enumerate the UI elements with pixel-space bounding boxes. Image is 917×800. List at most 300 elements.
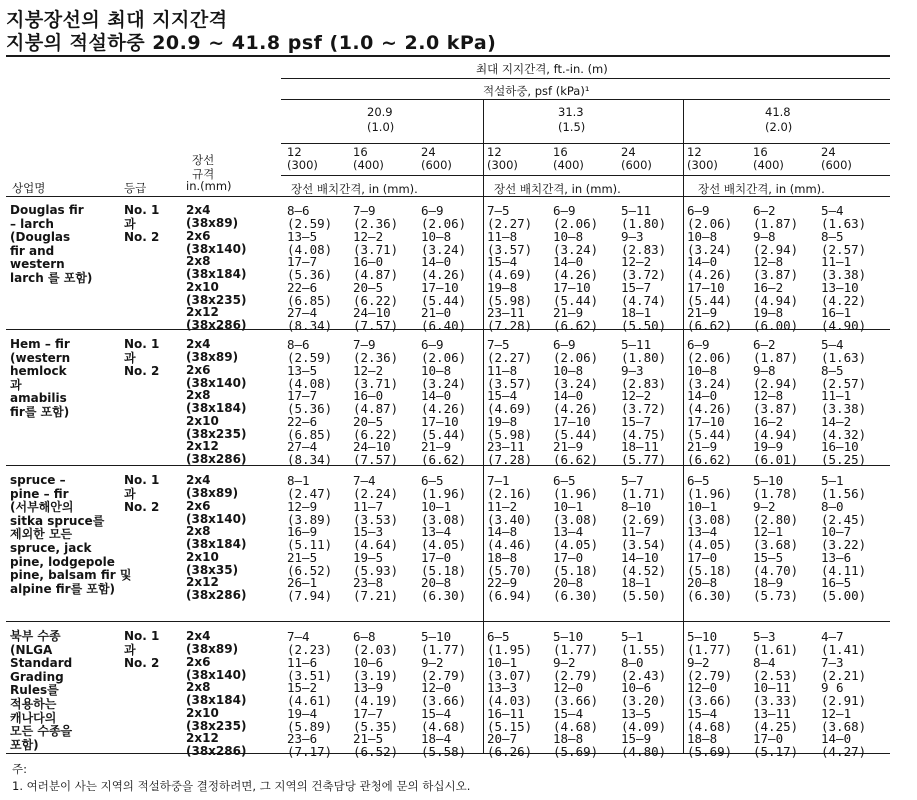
span-ft-in: 20–5: [353, 279, 384, 295]
span-m: (1.87): [753, 350, 799, 365]
joist-size-mm: (38x184): [186, 401, 247, 415]
span-m: (5.18): [421, 562, 467, 578]
span-m: (1.56): [821, 486, 867, 501]
span-m: (2.53): [753, 667, 799, 683]
span-m: (3.72): [621, 267, 667, 282]
span-ft-in: 5–10: [421, 629, 452, 644]
span-m: (6.26): [487, 744, 533, 759]
span-m: (6.22): [353, 292, 399, 308]
span-ft-in: 6–5: [487, 629, 510, 644]
span-ft-in: 10–8: [553, 228, 584, 244]
span-m: (5.70): [487, 562, 533, 578]
span-ft-in: 8–5: [821, 228, 844, 244]
span-m: (3.66): [553, 693, 599, 708]
spacing-in: 24: [421, 145, 436, 159]
span-ft-in: 17–10: [687, 279, 725, 295]
span-ft-in: 13–5: [621, 705, 652, 721]
span-m: (5.93): [353, 562, 399, 578]
span-ft-in: 23–8: [353, 575, 384, 590]
span-m: (4.08): [287, 375, 333, 391]
span-ft-in: 10–1: [421, 498, 452, 514]
span-m: (5.89): [287, 718, 333, 734]
span-ft-in: 21–9: [553, 439, 584, 454]
span-m: (6.40): [421, 318, 467, 333]
span-m: (4.25): [753, 718, 799, 734]
snow-load-header: 적설하중, psf (kPa)¹: [483, 84, 590, 98]
span-m: (6.01): [753, 452, 799, 467]
load-kpa-1: (1.0): [367, 120, 395, 134]
joist-size-header-2: 규격: [192, 167, 215, 181]
span-ft-in: 17–7: [287, 254, 318, 269]
span-ft-in: 12–8: [753, 388, 784, 403]
span-ft-in: 7–1: [487, 473, 510, 488]
span-m: (3.19): [353, 667, 399, 683]
span-m: (4.11): [821, 562, 867, 578]
span-m: (4.75): [621, 426, 667, 442]
span-ft-in: 8–6: [287, 337, 310, 352]
span-ft-in: 18–4: [421, 731, 452, 746]
span-ft-in: 9–2: [687, 654, 710, 670]
span-m: (4.22): [821, 292, 867, 308]
span-ft-in: 17–10: [421, 413, 459, 429]
span-m: (4.68): [421, 718, 467, 734]
span-ft-in: 15–4: [687, 705, 718, 721]
span-ft-in: 14–0: [421, 254, 452, 269]
span-ft-in: 11–1: [821, 388, 852, 403]
span-m: (2.59): [287, 216, 333, 231]
span-m: (5.36): [287, 401, 333, 416]
spacing-in: 16: [753, 145, 768, 159]
joist-size: 2x12: [186, 439, 219, 453]
span-ft-in: 15–2: [287, 680, 318, 695]
span-m: (1.80): [621, 216, 667, 231]
span-ft-in: 11–2: [487, 498, 518, 514]
span-ft-in: 5–1: [821, 473, 844, 488]
span-m: (4.26): [421, 401, 467, 416]
span-m: (4.32): [821, 426, 867, 442]
span-m: (2.21): [821, 667, 867, 683]
span-m: (6.52): [287, 562, 333, 578]
span-m: (1.61): [753, 642, 799, 657]
span-ft-in: 12–0: [687, 680, 718, 695]
span-ft-in: 4–7: [821, 629, 844, 644]
span-ft-in: 15–7: [621, 279, 652, 295]
species-name: 북부 수종 (NLGA Standard Grading Rules를 적용하는 캐나다의 모든 수종을 포함): [10, 629, 73, 752]
span-m: (6.00): [753, 318, 799, 333]
span-ft-in: 15–4: [553, 705, 584, 721]
span-m: (2.57): [821, 241, 867, 257]
span-ft-in: 15–4: [487, 254, 518, 269]
span-m: (2.06): [687, 216, 733, 231]
header-rule-2: [281, 99, 890, 100]
span-m: (4.94): [753, 426, 799, 442]
span-ft-in: 16–2: [753, 279, 784, 295]
span-ft-in: 18–8: [687, 731, 718, 746]
header-rule-4: [281, 175, 890, 176]
span-ft-in: 20–8: [687, 575, 718, 590]
span-ft-in: 5–4: [821, 337, 844, 352]
span-m: (5.50): [621, 588, 667, 603]
load-divider-2: [683, 99, 684, 753]
span-m: (4.87): [353, 267, 399, 282]
span-ft-in: 17–10: [553, 279, 591, 295]
span-m: (2.06): [553, 216, 599, 231]
joist-size-mm: (38x140): [186, 375, 247, 390]
span-ft-in: 15–5: [753, 549, 784, 565]
grade: No. 1 과 No. 2: [124, 337, 160, 379]
span-ft-in: 8–5: [821, 362, 844, 378]
span-m: (5.00): [821, 588, 867, 603]
joist-size: 2x4: [186, 337, 211, 351]
spacing-mm: (300): [487, 158, 518, 172]
span-ft-in: 7–3: [821, 654, 844, 670]
span-m: (7.57): [353, 318, 399, 333]
span-ft-in: 20–8: [553, 575, 584, 590]
span-ft-in: 9–3: [621, 362, 644, 378]
span-m: (4.46): [487, 537, 533, 552]
span-m: (3.24): [687, 375, 733, 391]
span-ft-in: 12–2: [621, 254, 652, 269]
span-m: (8.34): [287, 452, 333, 467]
span-m: (5.17): [753, 744, 799, 759]
span-ft-in: 16–10: [821, 439, 859, 454]
span-ft-in: 9–3: [621, 228, 644, 244]
span-m: (2.83): [621, 375, 667, 391]
species-name: Hem – fir (western hemlock 과 amabilis fir를 포함): [10, 337, 71, 419]
span-ft-in: 7–4: [287, 629, 310, 644]
joist-size-mm: (38x89): [186, 486, 239, 500]
span-ft-in: 8–10: [621, 498, 652, 514]
span-m: (6.94): [487, 588, 533, 603]
span-ft-in: 13–4: [421, 524, 452, 539]
span-ft-in: 14–2: [821, 413, 852, 429]
span-ft-in: 10–6: [621, 680, 652, 695]
span-ft-in: 21–9: [687, 439, 718, 454]
span-ft-in: 5–7: [621, 473, 644, 488]
span-ft-in: 19–5: [353, 549, 384, 565]
span-m: (3.89): [287, 511, 333, 527]
joist-size-header-3: in.(mm): [186, 179, 232, 193]
span-ft-in: 10–1: [487, 654, 518, 670]
span-ft-in: 16–9: [287, 524, 318, 539]
span-ft-in: 7–4: [353, 473, 376, 488]
span-ft-in: 16–0: [353, 388, 384, 403]
joist-size-mm: (38x286): [186, 318, 247, 332]
span-ft-in: 18–1: [621, 305, 652, 320]
joist-size-mm: (38x89): [186, 350, 239, 364]
span-m: (3.24): [687, 241, 733, 257]
span-ft-in: 8–0: [621, 654, 644, 670]
span-m: (3.54): [621, 537, 667, 552]
span-ft-in: 14–0: [687, 254, 718, 269]
span-m: (1.55): [621, 642, 667, 657]
joist-size: 2x8: [186, 388, 211, 402]
span-m: (2.06): [553, 350, 599, 365]
span-ft-in: 19–8: [487, 413, 518, 429]
joist-size: 2x4: [186, 629, 211, 643]
spacing-in: 12: [487, 145, 502, 159]
span-m: (4.64): [353, 537, 399, 552]
span-m: (4.08): [287, 241, 333, 257]
spacing-in: 12: [687, 145, 702, 159]
span-m: (3.66): [421, 693, 467, 708]
span-ft-in: 23–6: [287, 731, 318, 746]
table-top-rule: [6, 55, 890, 57]
joist-size: 2x10: [186, 549, 219, 564]
span-ft-in: 19–8: [753, 305, 784, 320]
grade: No. 1 과 No. 2: [124, 203, 160, 245]
span-ft-in: 16–11: [487, 705, 525, 721]
span-m: (3.24): [421, 241, 467, 257]
span-m: (3.72): [621, 401, 667, 416]
span-m: (1.41): [821, 642, 867, 657]
table-title: 지붕장선의 최대 지지간격: [6, 9, 228, 31]
span-m: (3.20): [621, 693, 667, 708]
span-m: (3.24): [421, 375, 467, 391]
joist-size: 2x12: [186, 731, 219, 745]
span-ft-in: 26–1: [287, 575, 318, 590]
span-m: (2.57): [821, 375, 867, 391]
header-rule-3: [281, 143, 890, 144]
span-m: (4.68): [687, 718, 733, 734]
span-m: (3.22): [821, 537, 867, 552]
span-ft-in: 21–9: [553, 305, 584, 320]
span-ft-in: 5–10: [687, 629, 718, 644]
joist-size-mm: (38x235): [186, 426, 247, 441]
span-m: (2.03): [353, 642, 399, 657]
spacing-in: 24: [621, 145, 636, 159]
span-m: (7.28): [487, 318, 533, 333]
span-m: (3.33): [753, 693, 799, 708]
span-ft-in: 5–1: [621, 629, 644, 644]
span-m: (1.63): [821, 216, 867, 231]
span-m: (2.36): [353, 216, 399, 231]
span-m: (2.27): [487, 350, 533, 365]
joist-size-mm: (38x184): [186, 693, 247, 707]
span-ft-in: 10–1: [687, 498, 718, 514]
span-m: (3.38): [821, 401, 867, 416]
span-ft-in: 7–9: [353, 337, 376, 352]
span-m: (4.05): [553, 537, 599, 552]
span-ft-in: 14–0: [687, 388, 718, 403]
span-ft-in: 12–2: [621, 388, 652, 403]
span-m: (4.68): [553, 718, 599, 734]
span-m: (1.96): [687, 486, 733, 501]
span-m: (3.40): [487, 511, 533, 527]
joist-size-mm: (38x140): [186, 511, 247, 526]
span-m: (2.06): [687, 350, 733, 365]
span-m: (5.50): [621, 318, 667, 333]
spacing-label: 장선 배치간격, in (mm).: [291, 182, 418, 196]
span-ft-in: 17–7: [287, 388, 318, 403]
span-ft-in: 6–2: [753, 203, 776, 218]
span-ft-in: 6–8: [353, 629, 376, 644]
span-ft-in: 10–8: [553, 362, 584, 378]
span-ft-in: 11–7: [621, 524, 652, 539]
span-ft-in: 14–8: [487, 524, 518, 539]
joist-size: 2x4: [186, 473, 211, 487]
span-ft-in: 27–4: [287, 305, 318, 320]
span-m: (3.08): [687, 511, 733, 527]
span-ft-in: 17–0: [753, 731, 784, 746]
span-ft-in: 18–9: [753, 575, 784, 590]
span-m: (5.44): [687, 426, 733, 442]
span-ft-in: 21–9: [421, 439, 452, 454]
span-ft-in: 17–0: [687, 549, 718, 565]
span-ft-in: 22–9: [487, 575, 518, 590]
span-ft-in: 24–10: [353, 439, 391, 454]
span-m: (1.80): [621, 350, 667, 365]
span-ft-in: 24–10: [353, 305, 391, 320]
spacing-mm: (600): [621, 158, 652, 172]
span-m: (5.44): [421, 426, 467, 442]
span-m: (3.68): [753, 537, 799, 552]
span-m: (6.52): [353, 744, 399, 759]
grade-header: 등급: [124, 181, 147, 195]
span-m: (4.70): [753, 562, 799, 578]
span-ft-in: 13–4: [687, 524, 718, 539]
spacing-mm: (600): [421, 158, 452, 172]
span-m: (1.96): [421, 486, 467, 501]
span-m: (6.85): [287, 426, 333, 442]
span-m: (4.87): [353, 401, 399, 416]
span-m: (1.96): [553, 486, 599, 501]
span-ft-in: 12–9: [287, 498, 318, 514]
span-ft-in: 10–8: [421, 228, 452, 244]
span-m: (2.24): [353, 486, 399, 501]
species-name: spruce – pine – fir (서부해안의 sitka spruce를 제외한 모든 spruce, jack pine, lodgepole pine, balsam fir 및 alpine fir를 포함): [10, 473, 132, 596]
span-ft-in: 20–7: [487, 731, 518, 746]
span-m: (3.07): [487, 667, 533, 683]
span-ft-in: 8–1: [287, 473, 310, 488]
span-ft-in: 19–8: [487, 279, 518, 295]
span-m: (5.98): [487, 426, 533, 442]
span-m: (3.71): [353, 375, 399, 391]
span-m: (1.77): [421, 642, 467, 657]
joist-size: 2x12: [186, 575, 219, 589]
span-ft-in: 27–4: [287, 439, 318, 454]
span-ft-in: 12–0: [421, 680, 452, 695]
grade: No. 1 과 No. 2: [124, 629, 160, 671]
span-ft-in: 5–10: [553, 629, 584, 644]
joist-size-mm: (38x286): [186, 744, 247, 758]
span-ft-in: 11–6: [287, 654, 318, 670]
span-m: (1.77): [553, 642, 599, 657]
load-psf-2: 31.3: [558, 105, 584, 119]
span-m: (1.95): [487, 642, 533, 657]
span-ft-in: 9 6: [821, 680, 844, 695]
span-ft-in: 13–5: [287, 362, 318, 378]
note-item-1: 1. 여러분이 사는 지역의 적설하중을 결정하려면, 그 지역의 건축담당 관청에 문의 하십시오.: [12, 779, 471, 793]
span-m: (2.79): [553, 667, 599, 683]
span-ft-in: 5–11: [621, 203, 652, 218]
span-ft-in: 6–9: [687, 337, 710, 352]
joist-size: 2x6: [186, 228, 211, 243]
span-ft-in: 13–3: [487, 680, 518, 695]
span-m: (6.22): [353, 426, 399, 442]
span-m: (3.24): [553, 375, 599, 391]
spacing-mm: (400): [353, 158, 384, 172]
joist-size: 2x10: [186, 705, 219, 720]
joist-size: 2x8: [186, 524, 211, 538]
span-m: (4.05): [687, 537, 733, 552]
span-ft-in: 14–0: [553, 388, 584, 403]
span-ft-in: 22–6: [287, 413, 318, 429]
span-m: (8.34): [287, 318, 333, 333]
span-m: (2.43): [621, 667, 667, 683]
span-ft-in: 10–7: [821, 524, 852, 539]
span-m: (4.69): [487, 267, 533, 282]
span-ft-in: 10–6: [353, 654, 384, 670]
span-m: (5.44): [553, 292, 599, 308]
joist-size-mm: (38x286): [186, 588, 247, 602]
span-ft-in: 17–10: [421, 279, 459, 295]
span-ft-in: 16–2: [753, 413, 784, 429]
span-ft-in: 12–8: [753, 254, 784, 269]
span-m: (3.08): [421, 511, 467, 527]
joist-size-mm: (38x184): [186, 267, 247, 281]
joist-size: 2x8: [186, 254, 211, 268]
span-ft-in: 15–3: [353, 524, 384, 539]
span-ft-in: 18–11: [621, 439, 659, 454]
span-m: (2.80): [753, 511, 799, 527]
span-m: (4.26): [687, 267, 733, 282]
span-ft-in: 6–9: [421, 337, 444, 352]
span-m: (4.80): [621, 744, 667, 759]
span-m: (3.57): [487, 241, 533, 257]
joist-size-header-1: 장선: [192, 153, 215, 167]
span-ft-in: 8–0: [821, 498, 844, 514]
span-m: (4.69): [487, 401, 533, 416]
span-m: (5.69): [553, 744, 599, 759]
spacing-mm: (400): [553, 158, 584, 172]
span-m: (5.18): [687, 562, 733, 578]
joist-size: 2x6: [186, 362, 211, 377]
span-ft-in: 9–2: [553, 654, 576, 670]
span-ft-in: 18–8: [487, 549, 518, 565]
span-m: (3.51): [287, 667, 333, 683]
span-ft-in: 23–11: [487, 439, 525, 454]
spacing-mm: (400): [753, 158, 784, 172]
span-m: (3.57): [487, 375, 533, 391]
span-m: (2.47): [287, 486, 333, 501]
spacing-in: 12: [287, 145, 302, 159]
span-m: (7.21): [353, 588, 399, 603]
span-m: (2.94): [753, 375, 799, 391]
span-ft-in: 19–9: [753, 439, 784, 454]
span-m: (6.62): [687, 452, 733, 467]
span-m: (4.26): [553, 401, 599, 416]
span-ft-in: 6–5: [421, 473, 444, 488]
span-ft-in: 6–5: [553, 473, 576, 488]
span-ft-in: 13–10: [821, 279, 859, 295]
span-m: (1.77): [687, 642, 733, 657]
span-ft-in: 13–6: [821, 549, 852, 565]
span-m: (1.87): [753, 216, 799, 231]
species-name: Douglas fir – larch (Douglas fir and western larch 를 포함): [10, 203, 93, 285]
span-ft-in: 13–4: [553, 524, 584, 539]
span-ft-in: 11–1: [821, 254, 852, 269]
notes-label: 주:: [12, 762, 27, 776]
span-m: (3.68): [821, 718, 867, 734]
span-m: (2.06): [421, 350, 467, 365]
joist-size-mm: (38x35): [186, 562, 239, 577]
span-ft-in: 11–8: [487, 362, 518, 378]
span-m: (2.45): [821, 511, 867, 527]
span-ft-in: 10–8: [421, 362, 452, 378]
span-ft-in: 10–1: [553, 498, 584, 514]
joist-size: 2x10: [186, 279, 219, 294]
